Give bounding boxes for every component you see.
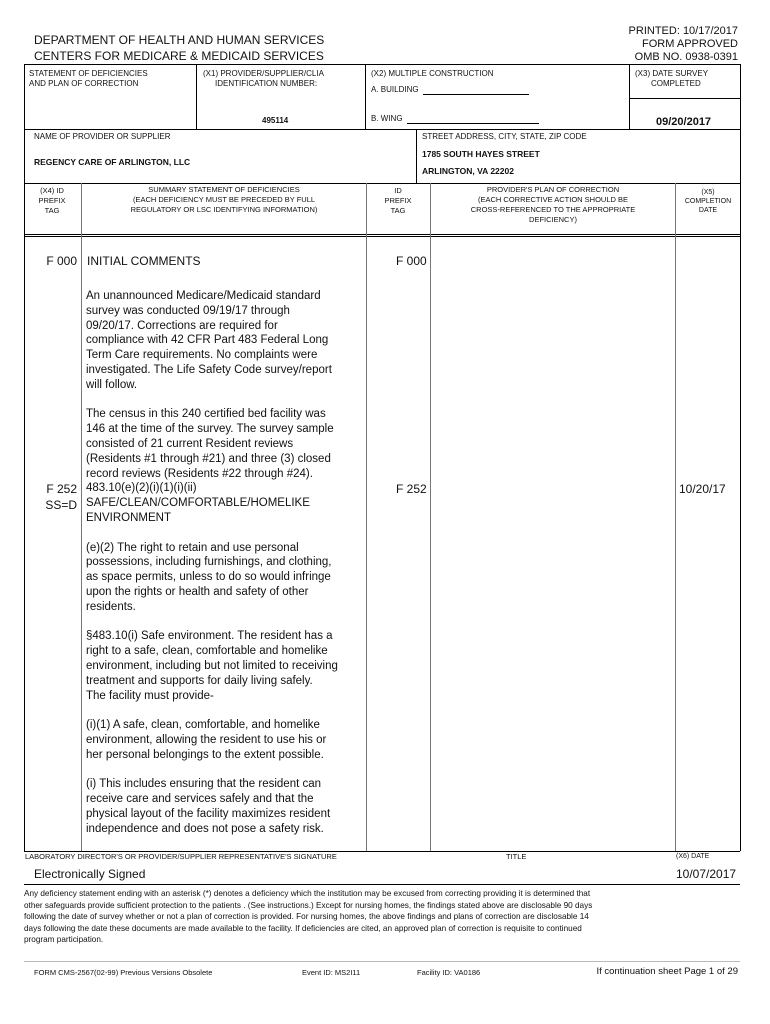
disclaimer-text [24, 888, 740, 946]
x3-label-1: (X3) DATE SURVEY [635, 69, 709, 78]
printed-date: PRINTED: 10/17/2017 [628, 25, 738, 37]
form-number: FORM CMS-2567(02-99) Previous Versions Obsolete [34, 968, 213, 977]
x5-column-header [676, 188, 740, 215]
signature-bottom-rule [24, 884, 740, 885]
facility-id: Facility ID: VA0186 [417, 968, 481, 977]
paragraph-safe-environment [86, 629, 364, 703]
text-line: record reviews (Residents #22 through #24). [86, 467, 313, 480]
x4-header-line: PREFIX [38, 196, 66, 205]
x4-header-line: (X4) ID [40, 186, 64, 195]
text-line: The facility must provide- [86, 689, 214, 702]
text-line: environment, allowing the resident to use his or [86, 733, 327, 746]
divider-summary [366, 183, 367, 851]
building-field [423, 86, 529, 95]
page-indicator: If continuation sheet Page 1 of 29 [596, 966, 738, 977]
divider-x4 [81, 183, 82, 851]
text-line: 146 at the time of the survey. The survey sample [86, 423, 334, 436]
building-label [371, 85, 529, 95]
f252-tag: F 252 [46, 482, 77, 496]
paragraph-e2 [86, 541, 364, 615]
text-line: Term Care requirements. No complaints were [86, 349, 318, 362]
x1-provider-number: 495114 [262, 116, 289, 125]
x5-header-line: COMPLETION [684, 198, 732, 205]
address-label: STREET ADDRESS, CITY, STATE, ZIP CODE [422, 132, 587, 141]
paragraph-i1 [86, 718, 364, 762]
f000-tag: F 000 [46, 254, 77, 268]
building-label-text: A. BUILDING [371, 85, 419, 94]
disclaimer-line: Any deficiency statement ending with an asterisk (*) denotes a deficiency which the institution may be excused from correcting providing it is determined that [24, 889, 591, 898]
text-line: consisted of 21 current Resident reviews [86, 437, 294, 450]
f000-title: INITIAL COMMENTS [87, 254, 201, 268]
omb-number: OMB NO. 0938-0391 [634, 51, 738, 63]
text-line: survey was conducted 09/19/17 through [86, 304, 290, 317]
text-line: 09/20/17. Corrections are required for [86, 319, 278, 332]
statement-label-2: AND PLAN OF CORRECTION [29, 79, 139, 88]
plan-header-line: CROSS-REFERENCED TO THE APPROPRIATE [470, 205, 636, 214]
summary-column-header [82, 185, 366, 215]
id-header-line: ID [394, 186, 402, 195]
text-line: (Residents #1 through #21) and three (3) closed [86, 452, 331, 465]
disclaimer-line: other safeguards provide sufficient protection to the patients . (See instructions.) Except for nursing homes, the findings stated above are disclosable 90 days [24, 900, 593, 910]
signature-label: LABORATORY DIRECTOR'S OR PROVIDER/SUPPLIER REPRESENTATIVE'S SIGNATURE [25, 852, 337, 861]
id-column-header [368, 186, 428, 216]
x1-label-1: (X1) PROVIDER/SUPPLIER/CLIA [203, 69, 324, 78]
paragraph-i-care [86, 777, 364, 836]
centers-title: CENTERS FOR MEDICARE & MEDICAID SERVICES [34, 49, 324, 63]
disclaimer-line: following the date of survey whether or not a plan of correction is provided. For nursing homes, the above findings and plans of correction are disclosable 14 [24, 912, 589, 922]
text-line: independence and does not pose a safety risk. [86, 822, 324, 835]
text-line: (i) This includes ensuring that the resident can [86, 778, 322, 791]
wing-label [371, 114, 539, 124]
text-line: treatment and supports for daily living safely. [86, 674, 313, 687]
wing-field [407, 115, 539, 124]
summary-header-line: REGULATORY OR LSC IDENTIFYING INFORMATION) [130, 205, 318, 214]
text-line: SAFE/CLEAN/COMFORTABLE/HOMELIKE [86, 497, 310, 510]
summary-body [86, 289, 364, 836]
x5-header-line: (X5) [701, 189, 715, 196]
text-line: physical layout of the facility maximizes resident [86, 807, 331, 820]
x3-label-2: COMPLETED [651, 79, 701, 88]
disclaimer-line: days following the date these documents are made available to the facility. If deficiencies are cited, an approved plan of correction is requisite to continued [24, 923, 582, 933]
text-line: right to a safe, clean, comfortable and homelike [86, 645, 328, 658]
divider-id [430, 183, 431, 851]
text-line: environment, including but not limited to receiving [86, 659, 338, 672]
f252-completion-date: 10/20/17 [679, 482, 726, 496]
text-line: ENVIRONMENT [86, 511, 171, 524]
text-line: (e)(2) The right to retain and use personal [86, 541, 299, 554]
text-line: investigated. The Life Safety Code survey/report [86, 363, 332, 376]
plan-header-line: (EACH CORRECTIVE ACTION SHOULD BE [477, 195, 629, 204]
x4-column-header [24, 186, 80, 216]
event-id: Event ID: MS2I11 [302, 968, 361, 977]
footer-rule [24, 961, 740, 962]
text-line: will follow. [86, 378, 138, 391]
form-approved: FORM APPROVED [642, 38, 738, 50]
provider-name-label: NAME OF PROVIDER OR SUPPLIER [34, 132, 171, 141]
text-line: upon the rights or health and safety of other [86, 585, 309, 598]
plan-column-header [431, 185, 675, 225]
plan-header-line: PROVIDER'S PLAN OF CORRECTION [486, 185, 620, 194]
paragraph-census [86, 407, 364, 481]
text-line: An unannounced Medicare/Medicaid standard [86, 290, 321, 302]
paragraph-survey-intro [86, 289, 364, 393]
city-state-zip: ARLINGTON, VA 22202 [422, 166, 514, 176]
text-line: The census in this 240 certified bed facility was [86, 408, 326, 421]
text-line: receive care and services safely and that the [86, 793, 314, 806]
x2-label: (X2) MULTIPLE CONSTRUCTION [371, 69, 494, 78]
text-line: §483.10(i) Safe environment. The resident has a [86, 630, 333, 643]
x4-header-line: TAG [44, 206, 60, 215]
provider-name: REGENCY CARE OF ARLINGTON, LLC [34, 157, 191, 167]
title-label: TITLE [506, 852, 527, 861]
text-line: possessions, including furnishings, and clothing, [86, 556, 332, 569]
x1-label-2: IDENTIFICATION NUMBER: [215, 79, 318, 88]
text-line: compliance with 42 CFR Part 483 Federal Long [86, 334, 329, 347]
id-header-line: PREFIX [384, 196, 412, 205]
paragraph-regulation-heading [86, 481, 364, 525]
f000-id-tag: F 000 [396, 254, 427, 268]
text-line: as space permits, unless to do so would infringe [86, 571, 331, 584]
x6-date-label: (X6) DATE [676, 853, 710, 860]
electronic-signature: Electronically Signed [34, 867, 146, 881]
summary-header-line: (EACH DEFICIENCY MUST BE PRECEDED BY FULL [132, 195, 316, 204]
plan-header-line: DEFICIENCY) [529, 215, 577, 224]
street-address: 1785 SOUTH HAYES STREET [422, 149, 540, 159]
id-header-line: TAG [390, 206, 406, 215]
wing-label-text: B. WING [371, 114, 403, 123]
f252-id-tag: F 252 [396, 482, 427, 496]
divider-plan [675, 183, 676, 851]
survey-completed-date: 09/20/2017 [656, 116, 712, 128]
f252-severity: SS=D [45, 498, 77, 512]
text-line: (i)(1) A safe, clean, comfortable, and homelike [86, 719, 320, 732]
disclaimer-line: program participation. [24, 935, 104, 945]
x5-header-line: DATE [698, 207, 718, 214]
summary-header-line: SUMMARY STATEMENT OF DEFICIENCIES [148, 185, 300, 194]
statement-label-1: STATEMENT OF DEFICIENCIES [29, 69, 148, 78]
signature-date: 10/07/2017 [676, 867, 737, 881]
text-line: her personal belongings to the extent possible. [86, 748, 324, 761]
text-line: residents. [86, 600, 136, 613]
text-line: 483.10(e)(2)(i)(1)(i)(ii) [86, 482, 197, 495]
department-title: DEPARTMENT OF HEALTH AND HUMAN SERVICES [34, 33, 325, 47]
